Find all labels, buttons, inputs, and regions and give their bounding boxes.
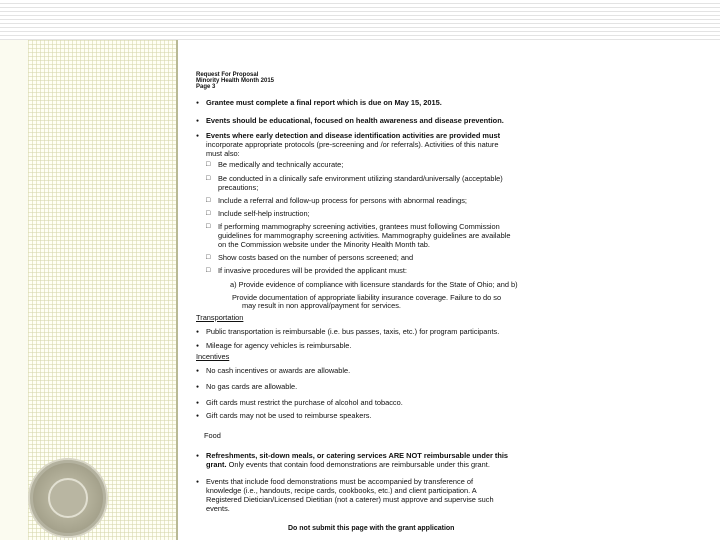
sub-item-a: a) Provide evidence of compliance with licensure standards for the State of Ohio; and b) (230, 280, 518, 289)
section-heading-food: Food (204, 431, 221, 440)
list-item: □ Include a referral and follow-up process for persons with abnormal readings; (218, 197, 528, 206)
seal-center (48, 478, 88, 518)
early-detection-intro-2: incorporate appropriate protocols (pre-screening and /or referrals). Activities of this nature (206, 140, 499, 149)
incentives-item: ● Gift cards may not be used to reimburse speakers. (206, 412, 546, 421)
early-detection-intro-1: ● Events where early detection and disease identification activities are provided must (206, 132, 546, 141)
list-item-continuation: on the Commission website under the Minority Health Month tab. (218, 240, 430, 249)
list-item: □ Be medically and technically accurate; (218, 161, 528, 170)
top-stripe-band (0, 0, 720, 40)
food-item-2-line: knowledge (i.e., handouts, recipe cards, cookbooks, etc.) and client participation. A (206, 486, 477, 495)
commission-seal-logo (28, 458, 108, 538)
sub-item-b-2: may result in non approval/payment for services. (242, 301, 401, 310)
food-item-1-line-2 (206, 461, 546, 470)
food-item-1-bold: grant. (206, 460, 227, 469)
food-item-2-line: Registered Dietician/Licensed Dietitian (not a caterer) must approve and supervise such (206, 495, 494, 504)
list-item-continuation: precautions; (218, 183, 259, 192)
list-item: □ If performing mammography screening activities, grantees must following Commission (218, 223, 528, 232)
transportation-item: ● Mileage for agency vehicles is reimbursable. (206, 342, 546, 351)
footer-note: Do not submit this page with the grant application (288, 525, 455, 532)
header-line-3: Page 3 (196, 84, 216, 90)
left-vertical-rule (176, 40, 178, 540)
list-item: □ Include self-help instruction; (218, 210, 528, 219)
transportation-item: ● Public transportation is reimbursable (i.e. bus passes, taxis, etc.) for program participants. (206, 328, 546, 337)
food-item-1-plain: Only events that contain food demonstrations are reimbursable under this grant. (228, 460, 490, 469)
list-item: □ If invasive procedures will be provided the applicant must: (218, 267, 528, 276)
food-item-1-line-1: ● Refreshments, sit-down meals, or catering services ARE NOT reimbursable under this (206, 452, 546, 461)
list-item: □ Show costs based on the number of persons screened; and (218, 254, 528, 263)
left-margin-band (0, 40, 28, 540)
incentives-item: ● No cash incentives or awards are allowable. (206, 367, 546, 376)
header-line-2: Minority Health Month 2015 (196, 78, 275, 84)
early-detection-intro-3: must also: (206, 149, 240, 158)
section-heading-transportation: Transportation (196, 313, 244, 322)
incentives-item: ● Gift cards must restrict the purchase of alcohol and tobacco. (206, 399, 546, 408)
list-item: □ Be conducted in a clinically safe environment utilizing standard/universally (acceptable) (218, 175, 528, 184)
header-line-1: Request For Proposal (196, 72, 259, 78)
list-item-continuation: guidelines for mammography screening activities. Mammography guidelines are available (218, 231, 511, 240)
incentives-item: ● No gas cards are allowable. (206, 383, 546, 392)
bullet-educational: ● Events should be educational, focused on health awareness and disease prevention. (206, 117, 546, 126)
sub-item-b-1: Provide documentation of appropriate liability insurance coverage. Failure to do so (232, 293, 502, 302)
bullet-final-report: ● Grantee must complete a final report which is due on May 15, 2015. (206, 99, 546, 108)
food-item-2-line: events. (206, 504, 230, 513)
food-item-2-line: ● Events that include food demonstrations must be accompanied by transference of (206, 478, 546, 487)
section-heading-incentives: Incentives (196, 352, 230, 361)
